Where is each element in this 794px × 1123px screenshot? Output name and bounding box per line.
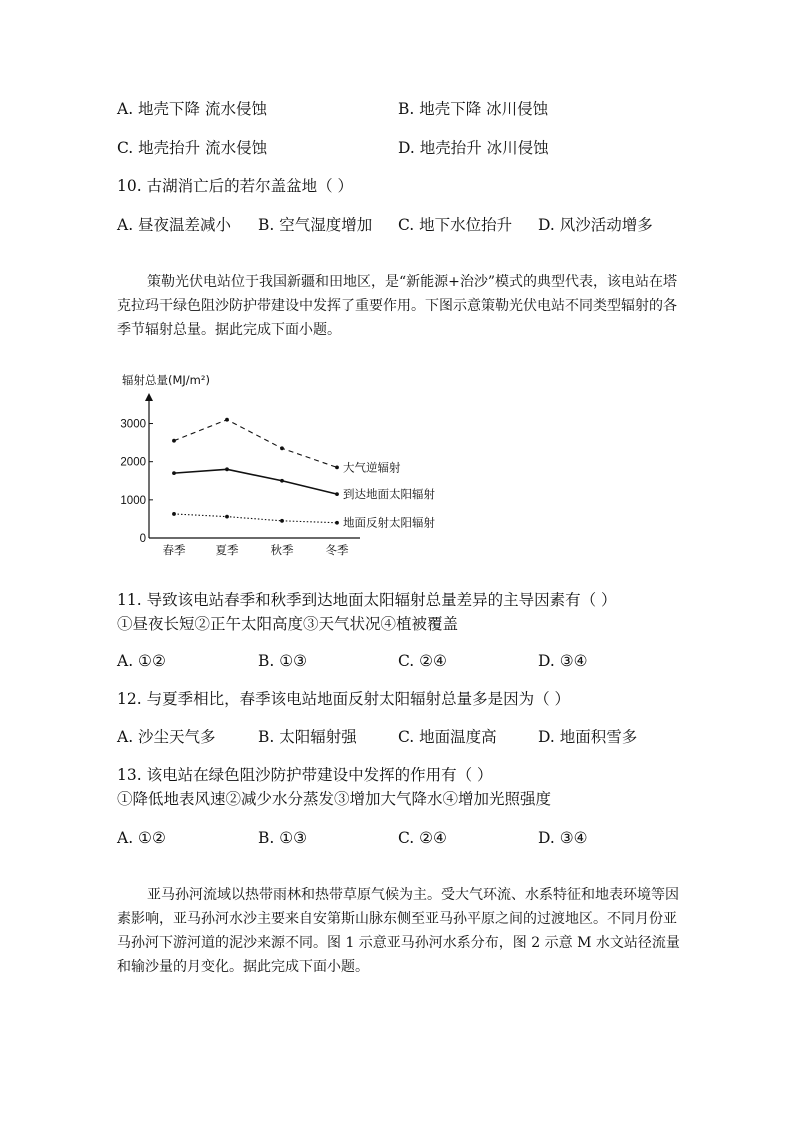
data-point	[172, 471, 176, 475]
series-line-1	[174, 420, 337, 468]
q9-option-b[interactable]: B. 地壳下降 冰川侵蚀	[398, 100, 549, 118]
x-tick-label: 冬季	[325, 543, 349, 557]
q13-items: ①降低地表风速②减少水分蒸发③增加大气降水④增加光照强度	[117, 790, 552, 808]
data-point	[172, 439, 176, 443]
series-line-3	[174, 514, 337, 523]
q12-option-a[interactable]: A. 沙尘天气多	[117, 728, 216, 746]
chart-x-ticks	[163, 543, 349, 557]
series-label: 到达地面太阳辐射	[343, 487, 435, 502]
q11-option-d[interactable]: D. ③④	[538, 652, 588, 670]
q13-option-c[interactable]: C. ②④	[398, 829, 447, 847]
data-point	[280, 479, 284, 483]
chart-axes	[145, 393, 360, 538]
q11-option-a[interactable]: A. ①②	[117, 652, 166, 670]
q11-items: ①昼夜长短②正午太阳高度③天气状况④植被覆盖	[117, 615, 459, 633]
q13-option-b[interactable]: B. ①③	[258, 829, 308, 847]
passage-solar-station	[117, 270, 682, 342]
q12-option-b[interactable]: B. 太阳辐射强	[258, 728, 357, 746]
q9-option-c[interactable]: C. 地壳抬升 流水侵蚀	[117, 139, 268, 157]
data-point	[225, 515, 229, 519]
series-label: 地面反射太阳辐射	[343, 515, 435, 530]
chart-series	[172, 418, 435, 530]
data-point	[225, 418, 229, 422]
q13-option-d[interactable]: D. ③④	[538, 829, 588, 847]
radiation-line-chart	[112, 368, 472, 563]
data-point	[280, 446, 284, 450]
q10-option-c[interactable]: C. 地下水位抬升	[398, 216, 513, 234]
data-point	[280, 519, 284, 523]
q10-option-d[interactable]: D. 风沙活动增多	[538, 216, 653, 234]
data-point	[335, 466, 339, 470]
passage-amazon	[117, 883, 682, 979]
y-tick-label: 1000	[120, 494, 146, 507]
series-label: 大气逆辐射	[343, 460, 401, 475]
chart-y-axis-arrow	[145, 393, 153, 401]
q9-option-a[interactable]: A. 地壳下降 流水侵蚀	[117, 100, 267, 118]
series-line-2	[174, 469, 337, 494]
y-tick-label: 3000	[120, 418, 146, 431]
q12-stem: 12. 与夏季相比，春季该电站地面反射太阳辐射总量多是因为（ ）	[117, 690, 571, 708]
passage-solar-station-text: 策勒光伏电站位于我国新疆和田地区，是“新能源+治沙”模式的典型代表，该电站在塔克拉玛干绿色阻沙防护带建设中发挥了重要作用。下图示意策勒光伏电站不同类型辐射的各季节辐射总量。据此完成下面小题。	[117, 274, 678, 338]
q11-option-c[interactable]: C. ②④	[398, 652, 447, 670]
x-tick-label: 秋季	[270, 543, 294, 557]
chart-y-axis-label: 辐射总量(MJ/m²)	[122, 373, 210, 387]
q13-stem: 13. 该电站在绿色阻沙防护带建设中发挥的作用有（ ）	[117, 766, 493, 784]
data-point	[335, 492, 339, 496]
y-tick-label: 0	[139, 533, 146, 545]
q12-option-d[interactable]: D. 地面积雪多	[538, 728, 638, 746]
q12-option-c[interactable]: C. 地面温度高	[398, 728, 497, 746]
passage-amazon-text: 亚马孙河流域以热带雨林和热带草原气候为主。受大气环流、水系特征和地表环境等因素影响，亚马孙河水沙主要来自安第斯山脉东侧至亚马孙平原之间的过渡地区。不同月份亚马孙河下游河道的泥沙来源不同。图 1 示意亚马孙河水系分布，图 2 示意 M 水文站径流量和输沙量的月变化。据此完成下面小题。	[117, 887, 680, 975]
q11-stem: 11. 导致该电站春季和秋季到达地面太阳辐射总量差异的主导因素有（ ）	[117, 591, 617, 609]
q11-option-b[interactable]: B. ①③	[258, 652, 308, 670]
data-point	[335, 521, 339, 525]
chart-y-ticks	[120, 419, 153, 545]
x-tick-label: 夏季	[215, 543, 239, 557]
x-tick-label: 春季	[162, 543, 186, 557]
q13-option-a[interactable]: A. ①②	[117, 829, 166, 847]
q10-option-a[interactable]: A. 昼夜温差减小	[117, 216, 232, 234]
q10-stem: 10. 古湖消亡后的若尔盖盆地（ ）	[117, 177, 354, 195]
data-point	[225, 467, 229, 471]
q10-option-b[interactable]: B. 空气湿度增加	[258, 216, 373, 234]
y-tick-label: 2000	[120, 456, 146, 469]
data-point	[172, 512, 176, 516]
q9-option-d[interactable]: D. 地壳抬升 冰川侵蚀	[398, 139, 549, 157]
